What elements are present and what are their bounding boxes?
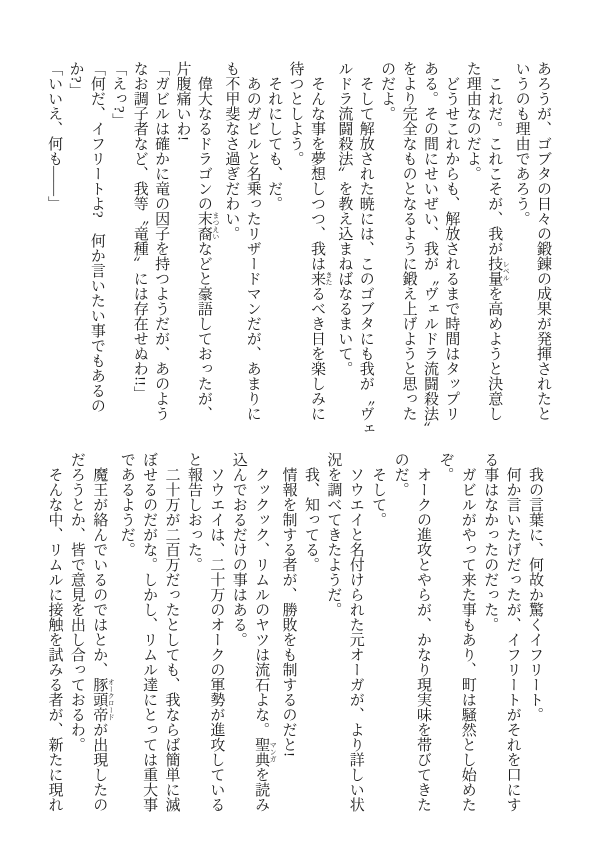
text-line: 「いいえ、何も――」 <box>46 61 63 211</box>
text-line: ある。その間にせいぜい、我が〝ヴェルドラ流闘殺法〟 <box>421 61 438 436</box>
text-line: ぞ。 <box>437 452 454 482</box>
text-line: あのガビルと名乗ったリザードマンだが、あまりに <box>244 76 261 421</box>
text-line: 「えっ?」 <box>110 61 127 128</box>
text-line: 何か言いたげだったが、イフリートがそれを口にす <box>504 467 521 812</box>
ruby-base: 技量 レベル <box>486 256 511 286</box>
text-line: 我の言葉に、何故か驚くイフリート。 <box>527 467 543 722</box>
text-line: 魔王が絡んでいるのではとか、豚頭帝 オークロードが出現したの <box>91 467 116 812</box>
text-line: 二十万が二百万だったとしても、我ならば簡単に滅 <box>163 467 180 812</box>
text-line: 「ガビルは確かに竜の因子を持つようだが、あのよう <box>153 61 170 421</box>
text-line: 情報を制する者が、勝敗をも制するのだと! <box>280 467 297 757</box>
text-line: と報告しおった。 <box>185 452 202 572</box>
text-line: か?」 <box>67 61 84 98</box>
text-line: だろうとか、皆で意見を出し合っておるわ。 <box>68 452 85 752</box>
text-line: 「何だ、イフリートよ? 何か言いたい事でもあるの <box>88 61 105 413</box>
text-line: そんな事を夢想しつつ、我は来 きたるべき日を楽しみに <box>308 76 333 421</box>
text-line: 片腹痛いわ! <box>174 61 191 141</box>
text-line: これだ。これこそが、我が技量 レベルを高めようと決意し <box>486 76 511 421</box>
text-line: 偉大なるドラゴンの末裔 まつえいなどと豪語しておったが、 <box>195 76 220 421</box>
text-line: 待つとしよう。 <box>287 61 304 166</box>
text-line: 我、知ってる。 <box>302 467 319 572</box>
text-line: 況を調べてきたようだ。 <box>325 452 342 617</box>
text-line: る事はなかったのだった。 <box>482 452 499 632</box>
text-line: どうせこれからも、解放されるまで時間はタップリ <box>443 76 460 421</box>
furigana: オークロード <box>107 677 116 722</box>
text-line: そして解放された暁には、このゴブタにも我が〝ヴェ <box>357 76 374 436</box>
text-line: それにしても、だ。 <box>266 76 283 211</box>
text-line: いうのも理由であろう。 <box>513 61 530 226</box>
text-line: ソウエイと名付けられた元オーガが、より詳しい状 <box>347 467 364 812</box>
furigana: まつえい <box>211 211 220 241</box>
text-line: をより完全なものとなるように鍛え上げようと思った <box>400 61 417 421</box>
text-line: オークの進攻とやらが、かなり現実味を帯びてきた <box>414 467 431 812</box>
text-line: であるようだ。 <box>118 452 135 557</box>
text-line: ルドラ流闘殺法〟を教え込まねばなるまいて。 <box>336 61 353 376</box>
text-line: そして。 <box>370 467 387 527</box>
text-line: クックック、リムルのヤツは流石よな。聖典 マンガを読み <box>253 467 278 812</box>
ruby-base: 末裔 まつえい <box>195 211 220 241</box>
lower-text-block <box>43 452 546 816</box>
furigana: レベル <box>502 256 511 286</box>
text-line: のだ。 <box>392 452 409 497</box>
text-line: のだよ。 <box>379 61 396 121</box>
ruby-base: 豚頭帝 オークロード <box>91 677 116 722</box>
text-line: そんな中、リムルに接触を試みる者が、新たに現れ <box>46 467 63 812</box>
text-line: 込んでおるだけの事はある。 <box>230 452 247 647</box>
ruby-base: 聖典 マンガ <box>253 737 278 767</box>
text-line: なお調子者など、我等〝竜種〟には存在せぬわ!!」 <box>131 61 148 401</box>
text-line: あろうが、ゴブタの日々の鍛錬の成果が発揮されたと <box>535 61 551 421</box>
furigana: マンガ <box>269 737 278 767</box>
text-line: ソウエイは、二十万のオークの軍勢が進攻している <box>208 467 225 812</box>
text-line: も不甲斐なさ過ぎだわい。 <box>223 61 240 241</box>
text-line: ぼせるのだがな。しかし、リムル達にとっては重大事 <box>141 452 158 812</box>
text-line: ガビルがやって来た事もあり、町は騒然とし始めた <box>459 467 476 812</box>
ruby-base: 来 きた <box>308 271 333 286</box>
text-line: た理由なのだよ。 <box>464 61 481 181</box>
furigana: きた <box>324 271 333 286</box>
upper-text-block <box>43 61 553 436</box>
